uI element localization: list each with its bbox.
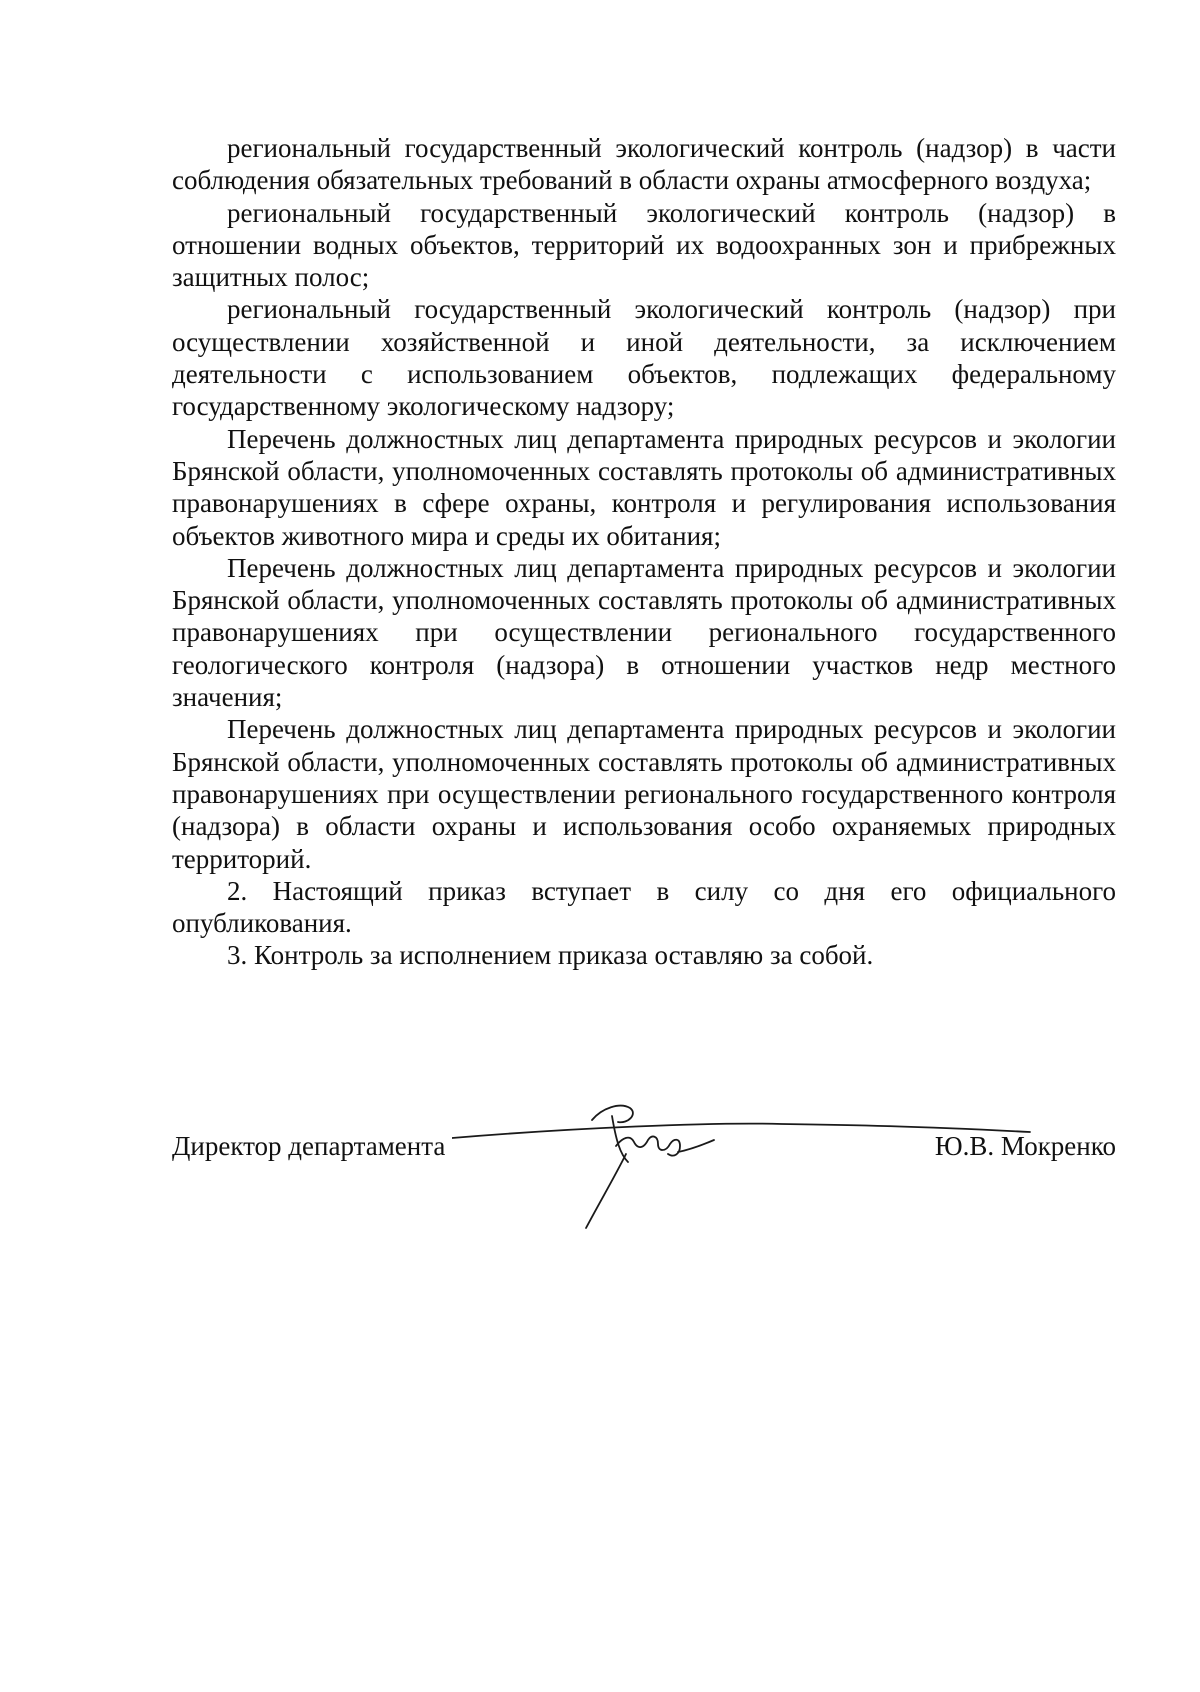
paragraph-air-control: региональный государственный экологический контроль (надзор) в части соблюдения обязательных требований в области охраны атмосферного воздуха; — [172, 133, 1116, 196]
signature-block — [172, 1090, 1116, 1240]
paragraph-geological-officials-list: Перечень должностных лиц департамента природных ресурсов и экологии Брянской области, уполномоченных составлять протоколы об административных правонарушениях при осуществлении регионального государственного геологического контроля (надзора) в отношении участков недр местного значения; — [172, 552, 1116, 713]
paragraph-protected-areas-officials-list: Перечень должностных лиц департамента природных ресурсов и экологии Брянской области, уполномоченных составлять протоколы об административных правонарушениях при осуществлении регионального государственного контроля (надзора) в области охраны и использования особо охраняемых природных территорий. — [172, 714, 1116, 874]
paragraph-effective-date: 2. Настоящий приказ вступает в силу со дня его официального опубликования. — [172, 875, 1116, 939]
paragraph-economic-activity-control: региональный государственный экологический контроль (надзор) при осуществлении хозяйственной и иной деятельности, за исключением деятельности с использованием объектов, подлежащих федеральному государственному экологическому надзору; — [172, 294, 1116, 422]
paragraph-wildlife-officials-list: Перечень должностных лиц департамента природных ресурсов и экологии Брянской области, уполномоченных составлять протоколы об административных правонарушениях в сфере охраны, контроля и регулирования использования объектов животного мира и среды их обитания; — [172, 423, 1116, 551]
document-body — [172, 132, 1116, 972]
paragraph-execution-control: 3. Контроль за исполнением приказа оставляю за собой. — [227, 940, 874, 971]
signatory-title: Директор департамента — [172, 1131, 446, 1161]
paragraph-water-control: региональный государственный экологический контроль (надзор) в отношении водных объектов, территорий их водоохранных зон и прибрежных защитных полос; — [172, 197, 1116, 293]
handwritten-signature — [452, 1090, 1052, 1240]
signatory-name: Ю.В. Мокренко — [934, 1131, 1116, 1161]
